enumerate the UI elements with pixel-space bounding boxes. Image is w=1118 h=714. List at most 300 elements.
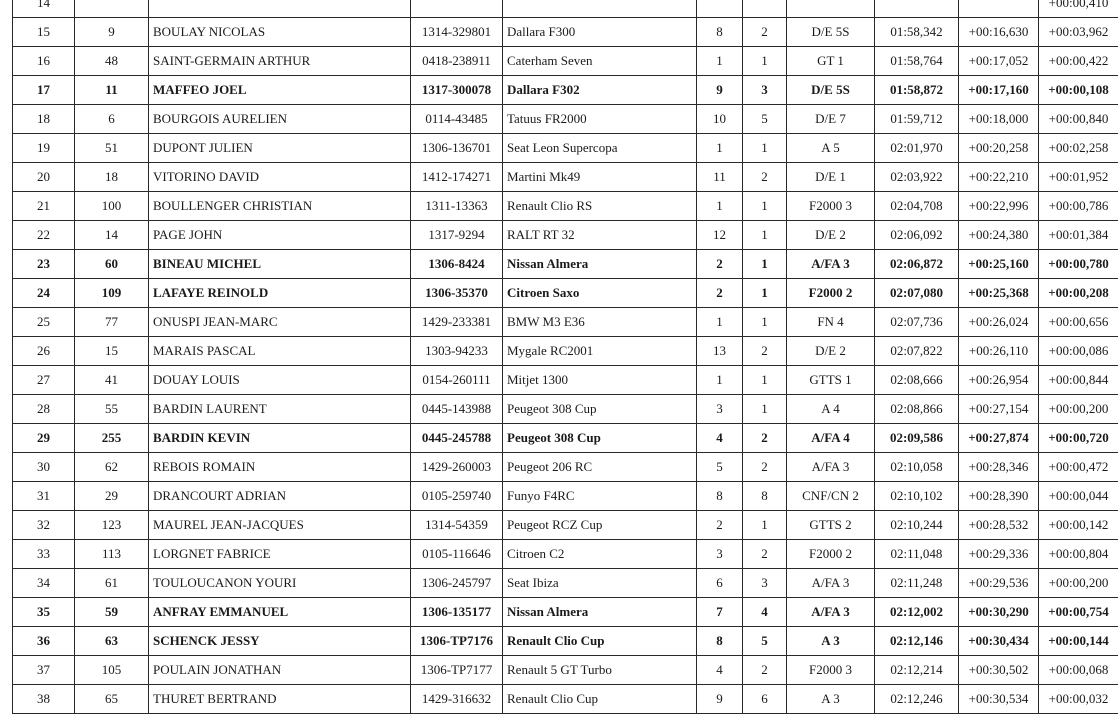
- gap-to-previous-cell: +00:00,410: [1039, 0, 1118, 18]
- table-row: [13, 395, 1118, 424]
- class-position-cell: 2: [697, 279, 743, 308]
- driver-name-cell: MAFFEO JOEL: [149, 76, 411, 105]
- car-model-cell: Seat Ibiza: [503, 569, 697, 598]
- license-number-cell: [411, 0, 503, 18]
- driver-name-cell: VITORINO DAVID: [149, 163, 411, 192]
- position-cell: 33: [13, 540, 75, 569]
- driver-name-cell: [149, 0, 411, 18]
- driver-name-cell: REBOIS ROMAIN: [149, 453, 411, 482]
- gap-to-leader-cell: +00:30,290: [959, 598, 1039, 627]
- best-time-cell: 02:06,872: [875, 250, 959, 279]
- gap-to-leader-cell: +00:26,110: [959, 337, 1039, 366]
- license-number-cell: 1303-94233: [411, 337, 503, 366]
- car-number-cell: 61: [75, 569, 149, 598]
- car-model-cell: Mitjet 1300: [503, 366, 697, 395]
- group-class-cell: D/E 2: [787, 337, 875, 366]
- group-class-cell: CNF/CN 2: [787, 482, 875, 511]
- position-cell: 31: [13, 482, 75, 511]
- class-position-cell: [697, 0, 743, 18]
- table-row: [13, 250, 1118, 279]
- car-model-cell: Nissan Almera: [503, 598, 697, 627]
- car-model-cell: Tatuus FR2000: [503, 105, 697, 134]
- position-cell: 38: [13, 685, 75, 714]
- car-model-cell: Nissan Almera: [503, 250, 697, 279]
- gap-to-previous-cell: +00:00,786: [1039, 192, 1118, 221]
- gap-to-previous-cell: +00:00,200: [1039, 395, 1118, 424]
- group-position-cell: 1: [743, 221, 787, 250]
- group-class-cell: A/FA 4: [787, 424, 875, 453]
- gap-to-leader-cell: +00:16,630: [959, 18, 1039, 47]
- class-position-cell: 3: [697, 540, 743, 569]
- car-model-cell: Peugeot 308 Cup: [503, 395, 697, 424]
- position-cell: 22: [13, 221, 75, 250]
- group-position-cell: 5: [743, 627, 787, 656]
- group-position-cell: 2: [743, 656, 787, 685]
- group-class-cell: D/E 7: [787, 105, 875, 134]
- gap-to-leader-cell: +00:18,000: [959, 105, 1039, 134]
- group-position-cell: 2: [743, 424, 787, 453]
- license-number-cell: 1429-233381: [411, 308, 503, 337]
- best-time-cell: [875, 0, 959, 18]
- gap-to-previous-cell: +00:00,840: [1039, 105, 1118, 134]
- best-time-cell: 01:59,712: [875, 105, 959, 134]
- group-class-cell: D/E 1: [787, 163, 875, 192]
- driver-name-cell: MAUREL JEAN-JACQUES: [149, 511, 411, 540]
- car-number-cell: 63: [75, 627, 149, 656]
- table-row: [13, 279, 1118, 308]
- position-cell: 27: [13, 366, 75, 395]
- car-number-cell: 9: [75, 18, 149, 47]
- license-number-cell: 1311-13363: [411, 192, 503, 221]
- car-number-cell: 255: [75, 424, 149, 453]
- gap-to-previous-cell: +00:00,032: [1039, 685, 1118, 714]
- class-position-cell: 1: [697, 308, 743, 337]
- group-position-cell: 1: [743, 511, 787, 540]
- driver-name-cell: BINEAU MICHEL: [149, 250, 411, 279]
- class-position-cell: 1: [697, 134, 743, 163]
- gap-to-previous-cell: +00:00,656: [1039, 308, 1118, 337]
- gap-to-previous-cell: +00:00,142: [1039, 511, 1118, 540]
- position-cell: 26: [13, 337, 75, 366]
- gap-to-previous-cell: +00:03,962: [1039, 18, 1118, 47]
- driver-name-cell: LAFAYE REINOLD: [149, 279, 411, 308]
- gap-to-leader-cell: +00:29,336: [959, 540, 1039, 569]
- driver-name-cell: SCHENCK JESSY: [149, 627, 411, 656]
- best-time-cell: 02:06,092: [875, 221, 959, 250]
- gap-to-leader-cell: +00:27,874: [959, 424, 1039, 453]
- gap-to-previous-cell: +00:00,108: [1039, 76, 1118, 105]
- car-model-cell: BMW M3 E36: [503, 308, 697, 337]
- position-cell: 23: [13, 250, 75, 279]
- driver-name-cell: DOUAY LOUIS: [149, 366, 411, 395]
- position-cell: 24: [13, 279, 75, 308]
- license-number-cell: 0114-43485: [411, 105, 503, 134]
- class-position-cell: 6: [697, 569, 743, 598]
- table-row: [13, 424, 1118, 453]
- driver-name-cell: MARAIS PASCAL: [149, 337, 411, 366]
- best-time-cell: 01:58,342: [875, 18, 959, 47]
- position-cell: 16: [13, 47, 75, 76]
- car-model-cell: Citroen Saxo: [503, 279, 697, 308]
- table-row: [13, 366, 1118, 395]
- license-number-cell: 1314-329801: [411, 18, 503, 47]
- group-position-cell: 1: [743, 250, 787, 279]
- best-time-cell: 02:03,922: [875, 163, 959, 192]
- group-position-cell: 1: [743, 279, 787, 308]
- license-number-cell: 1306-136701: [411, 134, 503, 163]
- car-model-cell: Renault 5 GT Turbo: [503, 656, 697, 685]
- gap-to-leader-cell: +00:25,368: [959, 279, 1039, 308]
- car-number-cell: 113: [75, 540, 149, 569]
- position-cell: 18: [13, 105, 75, 134]
- table-row: [13, 76, 1118, 105]
- car-number-cell: 123: [75, 511, 149, 540]
- gap-to-leader-cell: +00:30,434: [959, 627, 1039, 656]
- gap-to-previous-cell: +00:00,720: [1039, 424, 1118, 453]
- driver-name-cell: BOULAY NICOLAS: [149, 18, 411, 47]
- group-class-cell: F2000 3: [787, 656, 875, 685]
- position-cell: 21: [13, 192, 75, 221]
- group-class-cell: F2000 2: [787, 279, 875, 308]
- license-number-cell: 0154-260111: [411, 366, 503, 395]
- license-number-cell: 1306-245797: [411, 569, 503, 598]
- class-position-cell: 10: [697, 105, 743, 134]
- best-time-cell: 02:12,146: [875, 627, 959, 656]
- table-row: [13, 540, 1118, 569]
- table-row: [13, 569, 1118, 598]
- gap-to-previous-cell: +00:00,068: [1039, 656, 1118, 685]
- class-position-cell: 9: [697, 685, 743, 714]
- table-row: [13, 221, 1118, 250]
- class-position-cell: 8: [697, 482, 743, 511]
- position-cell: 30: [13, 453, 75, 482]
- class-position-cell: 13: [697, 337, 743, 366]
- gap-to-previous-cell: +00:00,200: [1039, 569, 1118, 598]
- gap-to-leader-cell: +00:20,258: [959, 134, 1039, 163]
- table-row: [13, 685, 1118, 714]
- group-class-cell: A 3: [787, 685, 875, 714]
- driver-name-cell: ANFRAY EMMANUEL: [149, 598, 411, 627]
- car-number-cell: 14: [75, 221, 149, 250]
- position-cell: 29: [13, 424, 75, 453]
- best-time-cell: 02:08,666: [875, 366, 959, 395]
- class-position-cell: 1: [697, 47, 743, 76]
- gap-to-leader-cell: +00:27,154: [959, 395, 1039, 424]
- best-time-cell: 02:04,708: [875, 192, 959, 221]
- car-model-cell: Renault Clio Cup: [503, 685, 697, 714]
- gap-to-leader-cell: +00:17,052: [959, 47, 1039, 76]
- class-position-cell: 12: [697, 221, 743, 250]
- class-position-cell: 4: [697, 656, 743, 685]
- car-number-cell: 41: [75, 366, 149, 395]
- best-time-cell: 02:07,080: [875, 279, 959, 308]
- license-number-cell: 0445-143988: [411, 395, 503, 424]
- car-number-cell: 60: [75, 250, 149, 279]
- car-number-cell: 77: [75, 308, 149, 337]
- gap-to-leader-cell: +00:28,532: [959, 511, 1039, 540]
- group-class-cell: GTTS 1: [787, 366, 875, 395]
- car-model-cell: Funyo F4RC: [503, 482, 697, 511]
- driver-name-cell: BOURGOIS AURELIEN: [149, 105, 411, 134]
- best-time-cell: 02:10,244: [875, 511, 959, 540]
- class-position-cell: 1: [697, 192, 743, 221]
- gap-to-previous-cell: +00:00,754: [1039, 598, 1118, 627]
- license-number-cell: 1429-316632: [411, 685, 503, 714]
- car-number-cell: 29: [75, 482, 149, 511]
- class-position-cell: 11: [697, 163, 743, 192]
- gap-to-leader-cell: +00:26,024: [959, 308, 1039, 337]
- gap-to-leader-cell: +00:28,346: [959, 453, 1039, 482]
- group-position-cell: 2: [743, 18, 787, 47]
- license-number-cell: 1306-35370: [411, 279, 503, 308]
- car-number-cell: [75, 0, 149, 18]
- car-number-cell: 65: [75, 685, 149, 714]
- position-cell: 36: [13, 627, 75, 656]
- gap-to-leader-cell: +00:30,534: [959, 685, 1039, 714]
- best-time-cell: 02:11,048: [875, 540, 959, 569]
- table-row: [13, 337, 1118, 366]
- best-time-cell: 02:07,736: [875, 308, 959, 337]
- license-number-cell: 0105-259740: [411, 482, 503, 511]
- car-number-cell: 6: [75, 105, 149, 134]
- license-number-cell: 1317-300078: [411, 76, 503, 105]
- gap-to-previous-cell: +00:00,422: [1039, 47, 1118, 76]
- group-class-cell: F2000 3: [787, 192, 875, 221]
- gap-to-leader-cell: +00:24,380: [959, 221, 1039, 250]
- position-cell: 15: [13, 18, 75, 47]
- license-number-cell: 0445-245788: [411, 424, 503, 453]
- group-position-cell: 5: [743, 105, 787, 134]
- class-position-cell: 1: [697, 366, 743, 395]
- group-class-cell: D/E 5S: [787, 18, 875, 47]
- position-cell: 14: [13, 0, 75, 18]
- group-position-cell: 1: [743, 47, 787, 76]
- best-time-cell: 02:12,246: [875, 685, 959, 714]
- table-row: [13, 105, 1118, 134]
- car-model-cell: Caterham Seven: [503, 47, 697, 76]
- license-number-cell: 1306-135177: [411, 598, 503, 627]
- car-number-cell: 59: [75, 598, 149, 627]
- car-number-cell: 55: [75, 395, 149, 424]
- gap-to-leader-cell: +00:26,954: [959, 366, 1039, 395]
- group-position-cell: 2: [743, 453, 787, 482]
- car-number-cell: 18: [75, 163, 149, 192]
- gap-to-previous-cell: +00:00,780: [1039, 250, 1118, 279]
- class-position-cell: 5: [697, 453, 743, 482]
- best-time-cell: 02:12,002: [875, 598, 959, 627]
- results-sheet: [12, 0, 1118, 714]
- best-time-cell: 02:07,822: [875, 337, 959, 366]
- table-row: [13, 627, 1118, 656]
- license-number-cell: 1429-260003: [411, 453, 503, 482]
- group-position-cell: 2: [743, 163, 787, 192]
- driver-name-cell: BARDIN LAURENT: [149, 395, 411, 424]
- driver-name-cell: POULAIN JONATHAN: [149, 656, 411, 685]
- car-model-cell: Martini Mk49: [503, 163, 697, 192]
- car-number-cell: 62: [75, 453, 149, 482]
- group-class-cell: A/FA 3: [787, 569, 875, 598]
- best-time-cell: 02:11,248: [875, 569, 959, 598]
- group-class-cell: A/FA 3: [787, 250, 875, 279]
- position-cell: 34: [13, 569, 75, 598]
- class-position-cell: 4: [697, 424, 743, 453]
- group-position-cell: 1: [743, 192, 787, 221]
- best-time-cell: 02:08,866: [875, 395, 959, 424]
- position-cell: 25: [13, 308, 75, 337]
- car-number-cell: 48: [75, 47, 149, 76]
- car-model-cell: Citroen C2: [503, 540, 697, 569]
- class-position-cell: 8: [697, 18, 743, 47]
- car-model-cell: Renault Clio RS: [503, 192, 697, 221]
- driver-name-cell: ONUSPI JEAN-MARC: [149, 308, 411, 337]
- group-class-cell: GT 1: [787, 47, 875, 76]
- driver-name-cell: LORGNET FABRICE: [149, 540, 411, 569]
- license-number-cell: 1317-9294: [411, 221, 503, 250]
- license-number-cell: 0105-116646: [411, 540, 503, 569]
- gap-to-previous-cell: +00:00,804: [1039, 540, 1118, 569]
- car-number-cell: 109: [75, 279, 149, 308]
- position-cell: 37: [13, 656, 75, 685]
- group-class-cell: FN 4: [787, 308, 875, 337]
- gap-to-previous-cell: +00:01,384: [1039, 221, 1118, 250]
- table-row: [13, 134, 1118, 163]
- table-row: [13, 511, 1118, 540]
- group-position-cell: [743, 0, 787, 18]
- driver-name-cell: DRANCOURT ADRIAN: [149, 482, 411, 511]
- position-cell: 19: [13, 134, 75, 163]
- group-position-cell: 2: [743, 540, 787, 569]
- group-class-cell: A 3: [787, 627, 875, 656]
- license-number-cell: 1306-TP7176: [411, 627, 503, 656]
- class-position-cell: 2: [697, 511, 743, 540]
- gap-to-leader-cell: [959, 0, 1039, 18]
- group-class-cell: A 4: [787, 395, 875, 424]
- best-time-cell: 02:10,058: [875, 453, 959, 482]
- gap-to-leader-cell: +00:29,536: [959, 569, 1039, 598]
- group-position-cell: 4: [743, 598, 787, 627]
- group-class-cell: A/FA 3: [787, 598, 875, 627]
- group-class-cell: GTTS 2: [787, 511, 875, 540]
- car-model-cell: Peugeot RCZ Cup: [503, 511, 697, 540]
- position-cell: 35: [13, 598, 75, 627]
- table-row: [13, 482, 1118, 511]
- gap-to-previous-cell: +00:00,044: [1039, 482, 1118, 511]
- license-number-cell: 1412-174271: [411, 163, 503, 192]
- group-class-cell: A/FA 3: [787, 453, 875, 482]
- gap-to-previous-cell: +00:00,844: [1039, 366, 1118, 395]
- license-number-cell: 1314-54359: [411, 511, 503, 540]
- table-row: [13, 656, 1118, 685]
- results-body: [13, 0, 1118, 714]
- driver-name-cell: SAINT-GERMAIN ARTHUR: [149, 47, 411, 76]
- car-number-cell: 51: [75, 134, 149, 163]
- gap-to-previous-cell: +00:00,208: [1039, 279, 1118, 308]
- car-model-cell: [503, 0, 697, 18]
- group-position-cell: 1: [743, 134, 787, 163]
- car-number-cell: 100: [75, 192, 149, 221]
- driver-name-cell: DUPONT JULIEN: [149, 134, 411, 163]
- position-cell: 17: [13, 76, 75, 105]
- gap-to-leader-cell: +00:22,210: [959, 163, 1039, 192]
- gap-to-previous-cell: +00:00,144: [1039, 627, 1118, 656]
- table-row: [13, 163, 1118, 192]
- group-class-cell: D/E 5S: [787, 76, 875, 105]
- car-number-cell: 15: [75, 337, 149, 366]
- table-row: [13, 47, 1118, 76]
- position-cell: 28: [13, 395, 75, 424]
- class-position-cell: 9: [697, 76, 743, 105]
- position-cell: 32: [13, 511, 75, 540]
- car-model-cell: Peugeot 206 RC: [503, 453, 697, 482]
- class-position-cell: 3: [697, 395, 743, 424]
- group-position-cell: 1: [743, 308, 787, 337]
- car-number-cell: 11: [75, 76, 149, 105]
- car-model-cell: Seat Leon Supercopa: [503, 134, 697, 163]
- best-time-cell: 02:12,214: [875, 656, 959, 685]
- car-model-cell: Peugeot 308 Cup: [503, 424, 697, 453]
- driver-name-cell: PAGE JOHN: [149, 221, 411, 250]
- table-row: [13, 18, 1118, 47]
- gap-to-previous-cell: +00:02,258: [1039, 134, 1118, 163]
- driver-name-cell: THURET BERTRAND: [149, 685, 411, 714]
- group-position-cell: 1: [743, 395, 787, 424]
- class-position-cell: 7: [697, 598, 743, 627]
- group-position-cell: 3: [743, 76, 787, 105]
- car-model-cell: RALT RT 32: [503, 221, 697, 250]
- car-number-cell: 105: [75, 656, 149, 685]
- best-time-cell: 01:58,872: [875, 76, 959, 105]
- group-position-cell: 1: [743, 366, 787, 395]
- group-position-cell: 3: [743, 569, 787, 598]
- driver-name-cell: TOULOUCANON YOURI: [149, 569, 411, 598]
- table-row: [13, 0, 1118, 18]
- driver-name-cell: BOULLENGER CHRISTIAN: [149, 192, 411, 221]
- car-model-cell: Renault Clio Cup: [503, 627, 697, 656]
- table-row: [13, 453, 1118, 482]
- table-row: [13, 308, 1118, 337]
- best-time-cell: 01:58,764: [875, 47, 959, 76]
- group-class-cell: [787, 0, 875, 18]
- gap-to-leader-cell: +00:22,996: [959, 192, 1039, 221]
- driver-name-cell: BARDIN KEVIN: [149, 424, 411, 453]
- gap-to-previous-cell: +00:00,086: [1039, 337, 1118, 366]
- gap-to-leader-cell: +00:28,390: [959, 482, 1039, 511]
- car-model-cell: Dallara F300: [503, 18, 697, 47]
- license-number-cell: 1306-TP7177: [411, 656, 503, 685]
- license-number-cell: 1306-8424: [411, 250, 503, 279]
- class-position-cell: 8: [697, 627, 743, 656]
- gap-to-leader-cell: +00:17,160: [959, 76, 1039, 105]
- best-time-cell: 02:09,586: [875, 424, 959, 453]
- car-model-cell: Dallara F302: [503, 76, 697, 105]
- group-class-cell: D/E 2: [787, 221, 875, 250]
- group-position-cell: 2: [743, 337, 787, 366]
- group-position-cell: 6: [743, 685, 787, 714]
- results-table: [12, 0, 1118, 714]
- best-time-cell: 02:10,102: [875, 482, 959, 511]
- group-class-cell: F2000 2: [787, 540, 875, 569]
- gap-to-leader-cell: +00:30,502: [959, 656, 1039, 685]
- gap-to-previous-cell: +00:00,472: [1039, 453, 1118, 482]
- position-cell: 20: [13, 163, 75, 192]
- group-position-cell: 8: [743, 482, 787, 511]
- gap-to-previous-cell: +00:01,952: [1039, 163, 1118, 192]
- gap-to-leader-cell: +00:25,160: [959, 250, 1039, 279]
- best-time-cell: 02:01,970: [875, 134, 959, 163]
- group-class-cell: A 5: [787, 134, 875, 163]
- license-number-cell: 0418-238911: [411, 47, 503, 76]
- table-row: [13, 192, 1118, 221]
